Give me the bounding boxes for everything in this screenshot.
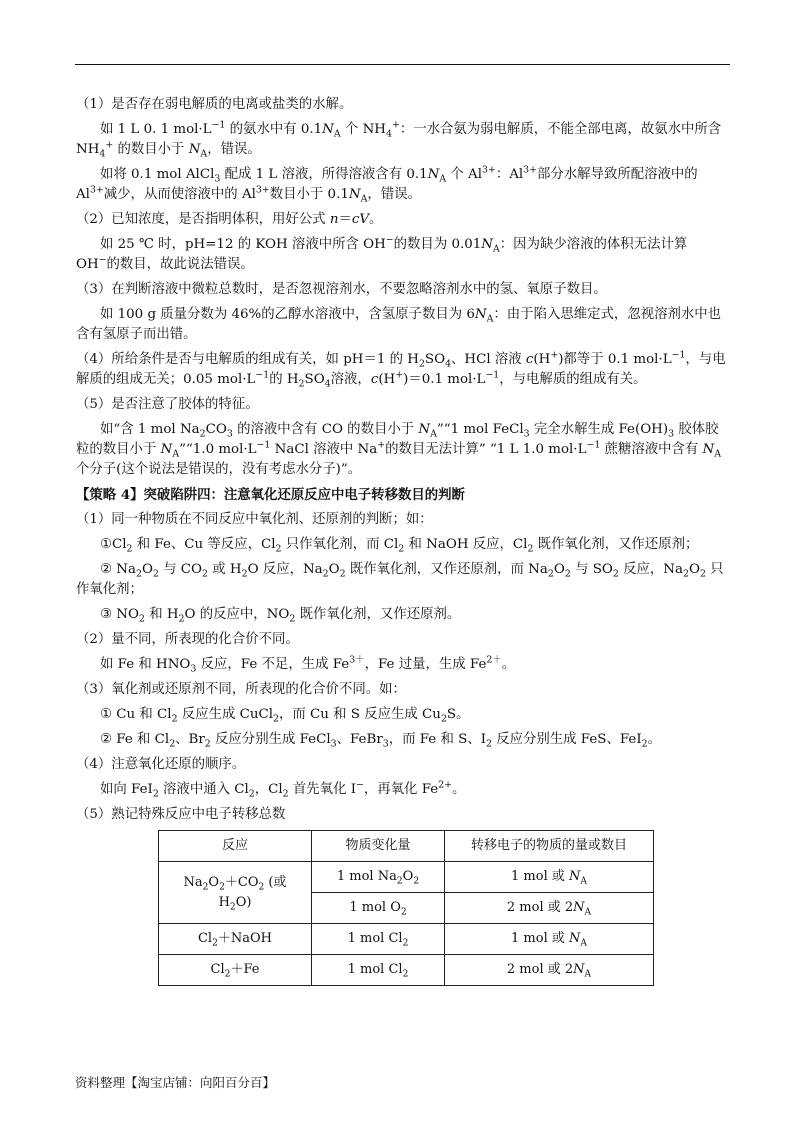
table-header-cell: 物质变化量: [312, 831, 445, 862]
paragraph: 如将 0.1 mol AlCl$_3$ 配成 1 L 溶液，所得溶液含有 $0.1N_A$ 个 $Al^{3+}$：$Al^{3+}$部分水解导致所配溶液中的 $Al^{3+}$减少，从而使溶液中的 $Al^{3+}$数目小于 $0.1N_A$，错误。: [76, 164, 698, 205]
paragraph: （3）氧化剂或还原剂不同，所表现的化合价不同。如：: [76, 682, 406, 697]
table-cell: 1 mol 或 $N_A$: [445, 862, 654, 893]
paragraph: $①Cl_2$ 和 Fe、Cu 等反应，$Cl_2$ 只作氧化剂，而 $Cl_2$ 和 NaOH 反应，$Cl_2$ 既作氧化剂，又作还原剂；: [100, 537, 699, 555]
table-cell: 1 mol $Cl_2$: [312, 924, 445, 955]
table-header-cell: 反应: [159, 831, 312, 862]
paragraph: 如 25 ℃ 时，pH=12 的 KOH 溶液中所含 OH−的数目为 $0.01N_A$：因为缺少溶液的体积无法计算 OH−的数目，故此说法错误。: [76, 234, 688, 272]
document-body: [76, 95, 731, 986]
table-cell: 2 mol 或 $2N_A$: [445, 893, 654, 924]
table-cell: 2 mol 或 $2N_A$: [445, 955, 654, 986]
table-cell: 1 mol $O_2$: [312, 893, 445, 924]
footer-note: 资料整理【淘宝店铺：向阳百分百】: [75, 1075, 276, 1090]
paragraph: （2）量不同，所表现的化合价不同。: [76, 632, 299, 647]
paragraph: ① Cu 和 $Cl_2$ 反应生成 CuCl$_2$，而 Cu 和 S 反应生成 $Cu_2S$。: [100, 707, 470, 725]
paragraph: 如 Fe 和 $HNO_3$ 反应，Fe 不足，生成 $Fe^{3+}$，Fe 过量，生成 $Fe^{2+}$。: [100, 654, 516, 675]
paragraph: （1）是否存在弱电解质的电离或盐类的水解。: [76, 97, 353, 112]
table-row: [159, 955, 654, 986]
paragraph: ② $Na_2O_2$ 与 $CO_2$ 或 $H_2O$ 反应，$Na_2O_2$ 既作氧化剂，又作还原剂，而 $Na_2O_2$ 与 $SO_2$ 反应，$Na_2O_2$ 只作氧化剂；: [76, 562, 724, 597]
paragraph: （5）熟记特殊反应中电子转移总数: [76, 807, 286, 822]
paragraph: 如向 FeI$_2$ 溶液中通入 $Cl_2$，$Cl_2$ 首先氧化 I−，再氧化 $Fe^{2+}$。: [100, 779, 466, 800]
paragraph: 如 1 L 0. 1 $mol\cdot L^{-1}$ 的氨水中有 $0.1N_A$ 个 $NH_4^+$：一水合氨为弱电解质，不能全部电离，故氨水中所含 $NH_4^+$ 的数目小于 $N_A$，错误。: [76, 119, 722, 160]
table-cell: $Cl_2+Fe$: [159, 955, 312, 986]
table-header-row: [159, 831, 654, 862]
paragraph: 【策略 4】突破陷阱四：注意氧化还原反应中电子转移数目的判断: [76, 487, 465, 503]
table-cell: 1 mol $Na_2O_2$: [312, 862, 445, 893]
paragraph: （3）在判断溶液中微粒总数时，是否忽视溶剂水，不要忽略溶剂水中的氢、氧原子数目。: [76, 282, 607, 297]
paragraph: （2）已知浓度，是否指明体积，用好公式 n＝cV。: [76, 212, 383, 227]
table-cell: 1 mol $Cl_2$: [312, 955, 445, 986]
table-cell: $Na_2O_2+CO_2$ (或 $H_2O$): [159, 862, 312, 924]
table-row: [159, 924, 654, 955]
paragraph: （1）同一种物质在不同反应中氧化剂、还原剂的判断；如：: [76, 512, 433, 527]
table-row: [159, 862, 654, 893]
paragraph: （5）是否注意了胶体的特征。: [76, 397, 259, 412]
table-cell: 1 mol 或 $N_A$: [445, 924, 654, 955]
table-cell: $Cl_2+NaOH$: [159, 924, 312, 955]
paragraph: ② Fe 和 $Cl_2$、$Br_2$ 反应分别生成 FeCl$_3$、FeBr$_3$，而 Fe 和 S、$I_2$ 反应分别生成 FeS、FeI$_2$。: [100, 732, 661, 750]
electron-transfer-table: [158, 830, 654, 986]
table-header-cell: 转移电子的物质的量或数目: [445, 831, 654, 862]
paragraph: ③ $NO_2$ 和 $H_2O$ 的反应中，$NO_2$ 既作氧化剂，又作还原剂。: [100, 607, 461, 625]
paragraph: （4）所给条件是否与电解质的组成有关，如 pH＝1 的 $H_2SO_4$、HCl 溶液 c(H+)都等于 0.1 $mol\cdot L^{-1}$，与电解质的组成无关；0.05 $mol\cdot L^{-1}$的 $H_2SO_4$溶液，c(H+)＝0.1 $mol\cdot L^{-1}$，与电解质的组成有关。: [76, 349, 726, 390]
paragraph: 如“含 1 mol $Na_2CO_3$ 的溶液中含有 CO 的数目小于 $N_A”“1$ mol FeCl$_3$ 完全水解生成 $Fe(OH)_3$ 胶体胶粒的数目小于 $N_A”“1.0$ $mol\cdot L^{-1}$ NaCl 溶液中 Na+的数目无法计算” “1 L 1.0 $mol\cdot L^{-1}$ 蔗糖溶液中含有 $N_A$ 个分子(这个说法是错误的，没有考虑水分子)”。: [76, 422, 722, 477]
header-rule: [75, 64, 730, 65]
paragraph: 如 100 g 质量分数为 46%的乙醇水溶液中，含氢原子数目为 $6N_A$：由于陷入思维定式，忽视溶剂水中也含有氢原子而出错。: [76, 307, 722, 342]
paragraph-list: [76, 95, 731, 825]
paragraph: （4）注意氧化还原的顺序。: [76, 757, 246, 772]
